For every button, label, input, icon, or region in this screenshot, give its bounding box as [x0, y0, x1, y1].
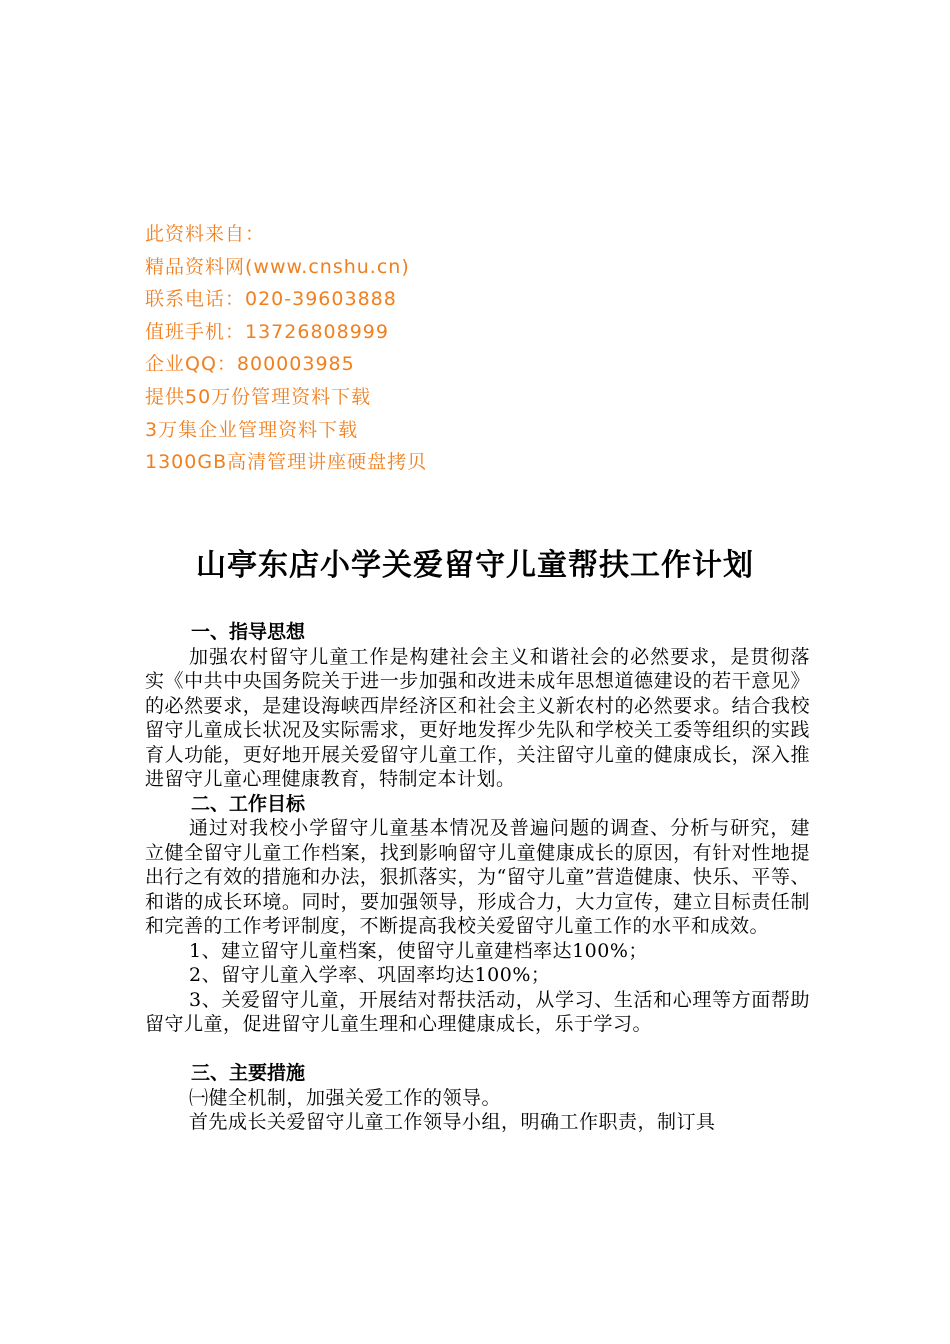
source-info-line: 3万集企业管理资料下载: [145, 418, 359, 441]
goal-item-2: 2、留守儿童入学率、巩固率均达100%；: [189, 964, 551, 986]
blank-line: [145, 1037, 810, 1062]
source-info-line: 提供50万份管理资料下载: [145, 385, 372, 408]
source-info-line: 值班手机：13726808999: [145, 320, 389, 343]
source-info-line: 1300GB高清管理讲座硬盘拷贝: [145, 451, 428, 474]
measure-subheading-1: ㈠健全机制，加强关爱工作的领导。: [189, 1086, 502, 1109]
source-info-line: 精品资料网(www.cnshu.cn): [145, 255, 410, 278]
paragraph-guiding-thought: 加强农村留守儿童工作是构建社会主义和谐社会的必然要求，是贯彻落实《中共中央国务院关于进一步加强和改进未成年思想道德建设的若干意见》的必然要求，是建设海峡西岸经济区和社会主义新农村的必然要求。结合我校留守儿童成长状况及实际需求，更好地发挥少先队和学校关工委等组织的实践育人功能，更好地开展关爱留守儿童工作，关注留守儿童的健康成长，深入推进留守儿童心理健康教育，特制定本计划。: [145, 645, 810, 790]
paragraph-main-measures: 首先成长关爱留守儿童工作领导小组，明确工作职责，制订具: [189, 1111, 716, 1133]
section-heading-main-measures: 三、主要措施: [191, 1062, 306, 1084]
source-info-block: [145, 218, 427, 479]
source-info-line: 企业QQ：800003985: [145, 353, 355, 376]
document-title: 山亭东店小学关爱留守儿童帮扶工作计划: [196, 548, 754, 583]
document-body: [145, 620, 810, 1135]
goal-item-3: 3、关爱留守儿童，开展结对帮扶活动，从学习、生活和心理等方面帮助留守儿童，促进留守儿童生理和心理健康成长，乐于学习。: [145, 988, 810, 1035]
source-info-line: 联系电话：020-39603888: [145, 288, 397, 311]
section-heading-guiding-thought: 一、指导思想: [191, 621, 306, 643]
source-info-line: 此资料来自：: [145, 223, 266, 245]
goal-item-1: 1、建立留守儿童档案，使留守儿童建档率达100%；: [189, 939, 648, 962]
section-heading-work-goals: 二、工作目标: [191, 792, 306, 815]
paragraph-work-goals: 通过对我校小学留守儿童基本情况及普遍问题的调查、分析与研究，建立健全留守儿童工作档案，找到影响留守儿童健康成长的原因，有针对性地提出行之有效的措施和办法，狠抓落实，为“留守儿童”营造健康、快乐、平等、和谐的成长环境。同时，要加强领导，形成合力，大力宣传，建立目标责任制和完善的工作考评制度，不断提高我校关爱留守儿童工作的水平和成效。: [145, 817, 810, 937]
